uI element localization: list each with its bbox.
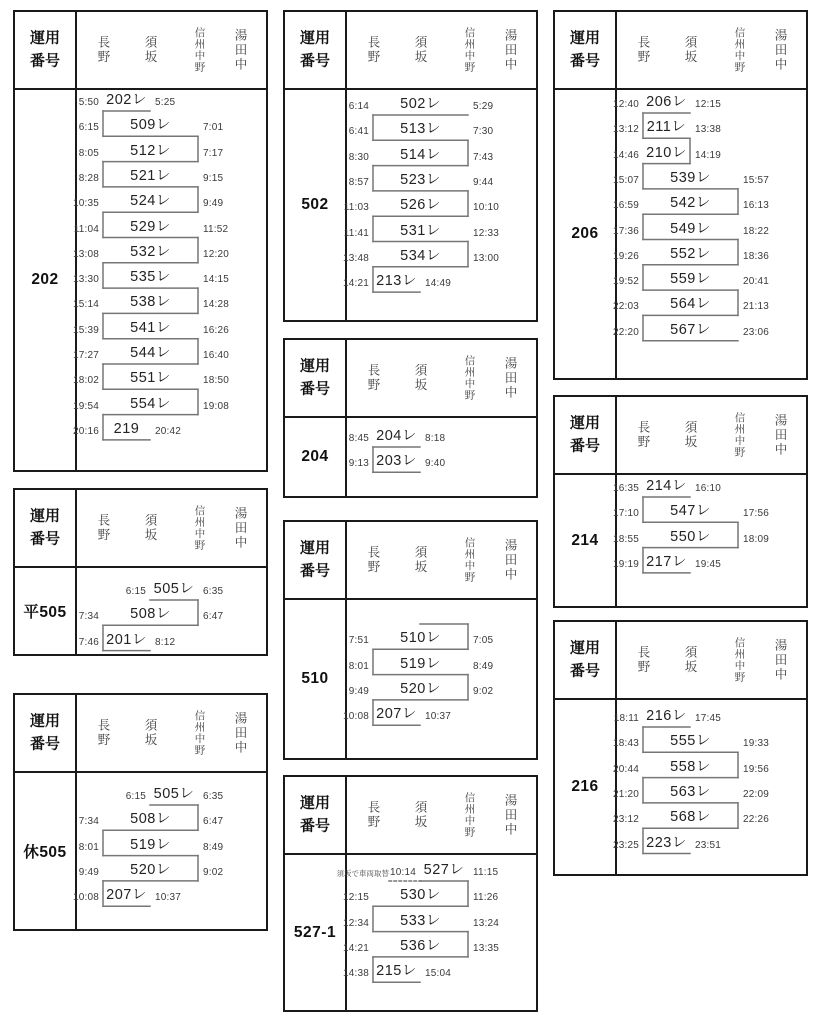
run-train-number: 523レ [400,171,441,188]
run-right-time: 5:29 [473,101,494,112]
run-right-time: 16:10 [695,483,722,494]
box-header [285,340,536,418]
run-train-number: 535レ [130,269,171,286]
unit-number-heading [555,638,615,683]
run-train-number: 567レ [670,321,711,338]
station-label-suzaka: 須坂 [683,420,697,450]
run-right-time: 18:09 [743,533,770,545]
run-left-time: 15:07 [612,174,639,186]
run-right-time: 11:26 [473,892,499,904]
station-label-yudanaka: 湯田中 [233,28,247,72]
run-right-time: 22:09 [743,788,770,800]
run-right-time: 11:52 [203,223,229,235]
station-label-shinshu-nakano: 信州中野 [193,710,206,756]
box-header [555,12,806,90]
run-right-time: 9:02 [203,866,224,878]
run-right-time: 18:36 [743,250,770,262]
station-label-shinshu-nakano: 信州中野 [733,412,746,458]
unit-number-heading-text: 運用番号 [29,712,60,752]
run-left-time: 14:21 [342,942,369,954]
run-right-time: 19:45 [695,558,722,570]
station-label-shinshu-nakano: 信州中野 [463,355,476,401]
run-left-time: 16:59 [612,200,639,212]
station-label-yudanaka: 湯田中 [233,506,247,550]
run-right-time: 19:56 [743,763,770,775]
station-label-nagano: 長野 [366,35,380,65]
run-train-number: 201レ [106,631,147,648]
station-label-suzaka: 須坂 [413,545,427,575]
run-train-number: 204レ [376,428,417,444]
run-train-number: 524レ [130,193,171,210]
run-left-time: 22:03 [612,301,639,313]
unit-number-heading [15,28,75,73]
box-id-label: 510 [301,670,329,687]
unit-number-heading-text: 運用番号 [569,414,600,454]
run-left-time: 8:45 [348,433,369,444]
run-left-time: 12:40 [612,99,639,110]
station-label-shinshu-nakano: 信州中野 [193,27,206,73]
run-train-number: 552レ [670,245,711,262]
run-train-number: 509レ [130,117,171,134]
run-right-time: 9:15 [203,172,224,184]
station-label-suzaka: 須坂 [413,363,427,393]
run-right-time: 14:15 [203,274,230,286]
station-label-nagano: 長野 [366,363,380,393]
station-label-shinshu-nakano: 信州中野 [463,537,476,583]
run-train-number: 555レ [670,733,711,750]
run-train-number: 519レ [130,836,171,853]
run-left-time: 18:43 [612,738,639,750]
run-right-time: 7:05 [473,635,494,647]
run-left-time: 9:49 [78,866,99,878]
run-left-time: 19:26 [612,250,639,262]
run-left-time: 22:20 [612,326,639,338]
run-left-time: 8:30 [348,151,369,163]
run-right-time: 18:22 [743,225,770,237]
run-left-time: 19:52 [612,276,639,288]
box-id-label: 204 [301,448,329,465]
run-right-time: 8:12 [155,636,176,648]
run-train-number: 217レ [646,553,687,570]
unit-number-heading-text: 運用番号 [569,29,600,69]
run-right-time: 19:08 [203,400,230,412]
run-train-number: 211レ [646,119,687,136]
run-right-time: 23:06 [743,326,770,338]
run-right-time: 20:42 [155,425,182,437]
station-label-nagano: 長野 [636,645,650,675]
run-train-number: 505レ [153,786,195,802]
box-header [285,777,536,855]
run-train-number: 536レ [400,937,441,954]
box-header [285,522,536,600]
run-left-time: 18:11 [613,713,639,724]
run-train-number: 541レ [130,319,171,336]
run-train-number: 530レ [400,887,441,904]
run-left-time: 21:20 [612,788,639,800]
run-right-time: 8:49 [473,660,494,672]
run-right-time: 7:17 [203,147,224,159]
run-right-time: 9:44 [473,176,494,188]
run-left-time: 6:15 [125,586,146,597]
run-train-number: 520レ [400,680,441,697]
box-id-label: 休505 [23,844,67,861]
unit-number-heading [15,506,75,551]
run-train-number: 514レ [400,146,441,163]
run-train-number: 521レ [130,167,171,184]
run-left-time: 19:19 [612,558,639,570]
run-left-time: 8:57 [348,176,369,188]
unit-number-heading [285,356,345,401]
box-header [285,12,536,90]
unit-number-heading-text: 運用番号 [299,539,330,579]
run-train-number: 547レ [670,503,711,520]
run-train-number: 544レ [130,345,171,361]
run-left-time: 7:34 [78,816,99,828]
run-train-number: 203レ [376,453,417,470]
unit-number-heading [555,28,615,73]
unit-number-heading [555,413,615,458]
run-train-number: 534レ [400,247,441,264]
run-right-time: 8:18 [425,433,446,444]
station-label-shinshu-nakano: 信州中野 [463,27,476,73]
run-right-time: 9:49 [203,198,224,210]
run-left-time: 8:01 [78,841,99,853]
run-left-time: 10:08 [72,892,99,904]
run-right-time: 14:19 [695,149,722,161]
run-left-time: 18:55 [612,533,639,545]
run-train-number: 223レ [646,834,687,851]
operation-box-510 [283,520,538,760]
unit-number-heading [285,538,345,583]
run-left-time: 7:46 [78,636,99,648]
run-left-time: 6:14 [348,101,369,112]
unit-number-heading-text: 運用番号 [29,507,60,547]
run-right-time: 9:02 [473,685,494,697]
run-left-time: 19:54 [72,400,99,412]
run-train-number: 564レ [670,296,711,313]
run-right-time: 20:41 [743,276,770,288]
station-label-suzaka: 須坂 [683,645,697,675]
run-right-time: 10:37 [425,711,452,723]
station-label-shinshu-nakano: 信州中野 [733,637,746,683]
box-header [555,397,806,475]
run-train-number: 531レ [400,222,441,239]
run-train-number: 512レ [130,142,171,159]
run-train-number: 539レ [670,169,711,186]
run-left-time: 9:49 [348,685,369,697]
run-left-time: 11:04 [73,223,99,235]
run-left-time: 10:08 [342,711,369,723]
run-right-time: 10:37 [155,892,182,904]
run-train-number: 207レ [376,706,417,723]
box-id-label: 527-1 [293,923,337,941]
run-right-time: 6:47 [203,611,224,623]
run-train-number: 550レ [670,528,711,545]
unit-number-heading [15,711,75,756]
run-train-number: 508レ [130,606,171,623]
run-train-number: 538レ [130,294,171,311]
box-id-label: 202 [31,271,59,288]
run-train-number: 551レ [130,370,171,387]
run-train-number: 207レ [106,887,147,904]
run-train-number: 215レ [376,963,417,980]
unit-number-heading-text: 運用番号 [299,357,330,397]
run-train-number: 210レ [646,144,687,161]
run-left-time: 13:30 [72,274,99,286]
run-train-number: 527レ [423,862,465,878]
run-right-time: 17:45 [695,713,722,724]
box-id-label: 216 [571,778,599,795]
run-right-time: 14:28 [203,299,230,311]
run-right-time: 18:50 [203,375,230,387]
run-left-time: 23:25 [612,839,639,851]
box-id-label: 214 [571,531,599,549]
station-label-suzaka: 須坂 [683,35,697,65]
station-label-suzaka: 須坂 [143,718,157,748]
box-id-label: 502 [301,196,329,213]
run-right-time: 6:35 [203,791,224,802]
station-label-shinshu-nakano: 信州中野 [463,792,476,838]
run-right-time: 7:01 [203,122,224,134]
run-train-number: 216レ [646,708,687,724]
run-right-time: 15:57 [743,174,770,186]
run-left-time: 8:01 [348,660,369,672]
run-train-number: 510レ [400,630,441,647]
station-label-nagano: 長野 [366,800,380,830]
station-label-nagano: 長野 [636,35,650,65]
run-train-number: 533レ [400,912,441,929]
station-label-yudanaka: 湯田中 [773,28,787,72]
run-right-time: 14:49 [425,278,452,290]
run-left-time: 10:35 [72,198,99,210]
run-right-time: 17:56 [743,508,770,520]
run-train-number: 505レ [153,581,195,597]
station-label-suzaka: 須坂 [143,35,157,65]
run-left-time: 15:39 [72,324,99,336]
run-train-number: 568レ [670,809,711,826]
run-train-number: 549レ [670,220,711,237]
run-right-time: 16:13 [743,200,770,212]
run-left-time: 7:34 [78,611,99,623]
station-label-yudanaka: 湯田中 [503,793,517,837]
run-left-time: 6:15 [125,791,146,802]
run-right-time: 10:10 [473,202,500,214]
box-header [15,12,266,90]
box-header [555,622,806,700]
run-left-time: 8:05 [78,147,99,159]
run-train-number: 519レ [400,655,441,672]
run-right-time: 21:13 [743,301,770,313]
station-label-shinshu-nakano: 信州中野 [193,505,206,551]
station-label-yudanaka: 湯田中 [773,638,787,682]
run-right-time: 13:24 [473,917,500,929]
run-left-time: 12:15 [342,892,369,904]
run-train-number: 513レ [400,121,441,138]
run-right-time: 13:00 [473,252,500,264]
station-label-yudanaka: 湯田中 [773,413,787,457]
run-left-time: 17:10 [612,508,639,520]
operation-box-216 [553,620,808,876]
station-label-yudanaka: 湯田中 [233,711,247,755]
operation-box-502 [283,10,538,322]
operation-box-休505 [13,693,268,931]
unit-number-heading [285,28,345,73]
run-right-time: 7:30 [473,126,494,138]
run-left-time: 18:02 [72,375,99,387]
run-right-time: 7:43 [473,151,494,163]
run-train-number: 502レ [400,96,441,112]
unit-number-heading-text: 運用番号 [29,29,60,69]
run-left-time: 12:34 [342,917,369,929]
run-right-time: 13:38 [695,124,722,136]
operation-box-平505 [13,488,268,656]
station-label-nagano: 長野 [636,420,650,450]
run-left-time: 9:13 [348,458,369,470]
station-label-nagano: 長野 [366,545,380,575]
run-train-number: 214レ [646,478,687,494]
run-right-time: 16:26 [203,324,230,336]
run-right-time: 22:26 [743,814,770,826]
operation-box-214 [553,395,808,608]
run-right-time: 16:40 [203,350,230,361]
station-label-nagano: 長野 [96,35,110,65]
run-right-time: 6:47 [203,816,224,828]
run-right-time: 8:49 [203,841,224,853]
run-left-time: 14:38 [342,968,369,980]
run-left-time: 16:35 [612,483,639,494]
station-label-suzaka: 須坂 [413,800,427,830]
unit-number-heading-text: 運用番号 [299,794,330,834]
run-right-time: 13:35 [473,942,500,954]
box-header [15,695,266,773]
run-right-time: 5:25 [155,97,176,108]
run-left-time: 7:51 [348,635,369,647]
run-left-time: 5:50 [78,97,99,108]
station-label-yudanaka: 湯田中 [503,538,517,582]
operation-box-204 [283,338,538,498]
run-right-time: 12:15 [695,99,722,110]
run-right-time: 9:40 [425,458,446,470]
box-id-label: 平505 [23,604,67,621]
operation-box-527-1 [283,775,538,1012]
run-train-number: 542レ [670,195,711,212]
box-id-label: 206 [571,225,599,242]
station-label-nagano: 長野 [96,513,110,543]
run-right-time: 12:33 [473,227,500,239]
run-train-number: 554レ [130,395,171,412]
run-left-time: 20:16 [72,425,99,437]
operation-box-202 [13,10,268,472]
run-right-time: 12:20 [203,248,230,260]
run-left-time: 10:14 [389,867,416,878]
run-left-time: 14:21 [342,278,369,290]
run-left-time: 13:12 [612,124,639,136]
run-left-time: 13:48 [342,252,369,264]
run-left-time: 15:14 [72,299,99,311]
run-train-number: 558レ [670,758,711,775]
run-left-time: 6:15 [78,122,99,134]
unit-number-heading-text: 運用番号 [299,29,330,69]
run-left-time: 8:28 [78,172,99,184]
run-left-time: 13:08 [72,248,99,260]
run-right-time: 11:15 [473,867,499,878]
run-right-time: 23:51 [695,839,722,851]
unit-number-heading [285,793,345,838]
run-left-time: 11:41 [343,227,369,239]
station-label-yudanaka: 湯田中 [503,28,517,72]
run-left-time: 20:44 [612,763,639,775]
run-left-time: 6:41 [348,126,369,138]
station-label-suzaka: 須坂 [143,513,157,543]
run-train-number: 532レ [130,243,171,260]
station-label-suzaka: 須坂 [413,35,427,65]
run-train-number: 559レ [670,271,711,288]
run-left-time: 14:46 [612,149,639,161]
operation-box-206 [553,10,808,380]
run-train-number: 213レ [376,273,417,290]
run-left-time: 17:36 [612,225,639,237]
run-train-number: 563レ [670,783,711,800]
station-label-shinshu-nakano: 信州中野 [733,27,746,73]
station-label-yudanaka: 湯田中 [503,356,517,400]
run-left-time: 11:03 [343,202,369,214]
run-train-number: 202レ [106,92,147,108]
run-train-number: 508レ [130,811,171,828]
run-train-number: 520レ [130,861,171,878]
run-note-vehicle-swap: 須坂で車両取替 [336,869,389,878]
run-right-time: 6:35 [203,586,224,597]
run-left-time: 23:12 [612,814,639,826]
run-train-number: 526レ [400,197,441,214]
run-train-number: 206レ [646,94,687,110]
station-label-nagano: 長野 [96,718,110,748]
run-train-number: 529レ [130,218,171,235]
unit-number-heading-text: 運用番号 [569,639,600,679]
run-right-time: 15:04 [425,968,452,980]
box-header [15,490,266,568]
run-left-time: 17:27 [72,350,99,361]
run-train-number: 219 [113,420,140,437]
run-right-time: 19:33 [743,738,770,750]
